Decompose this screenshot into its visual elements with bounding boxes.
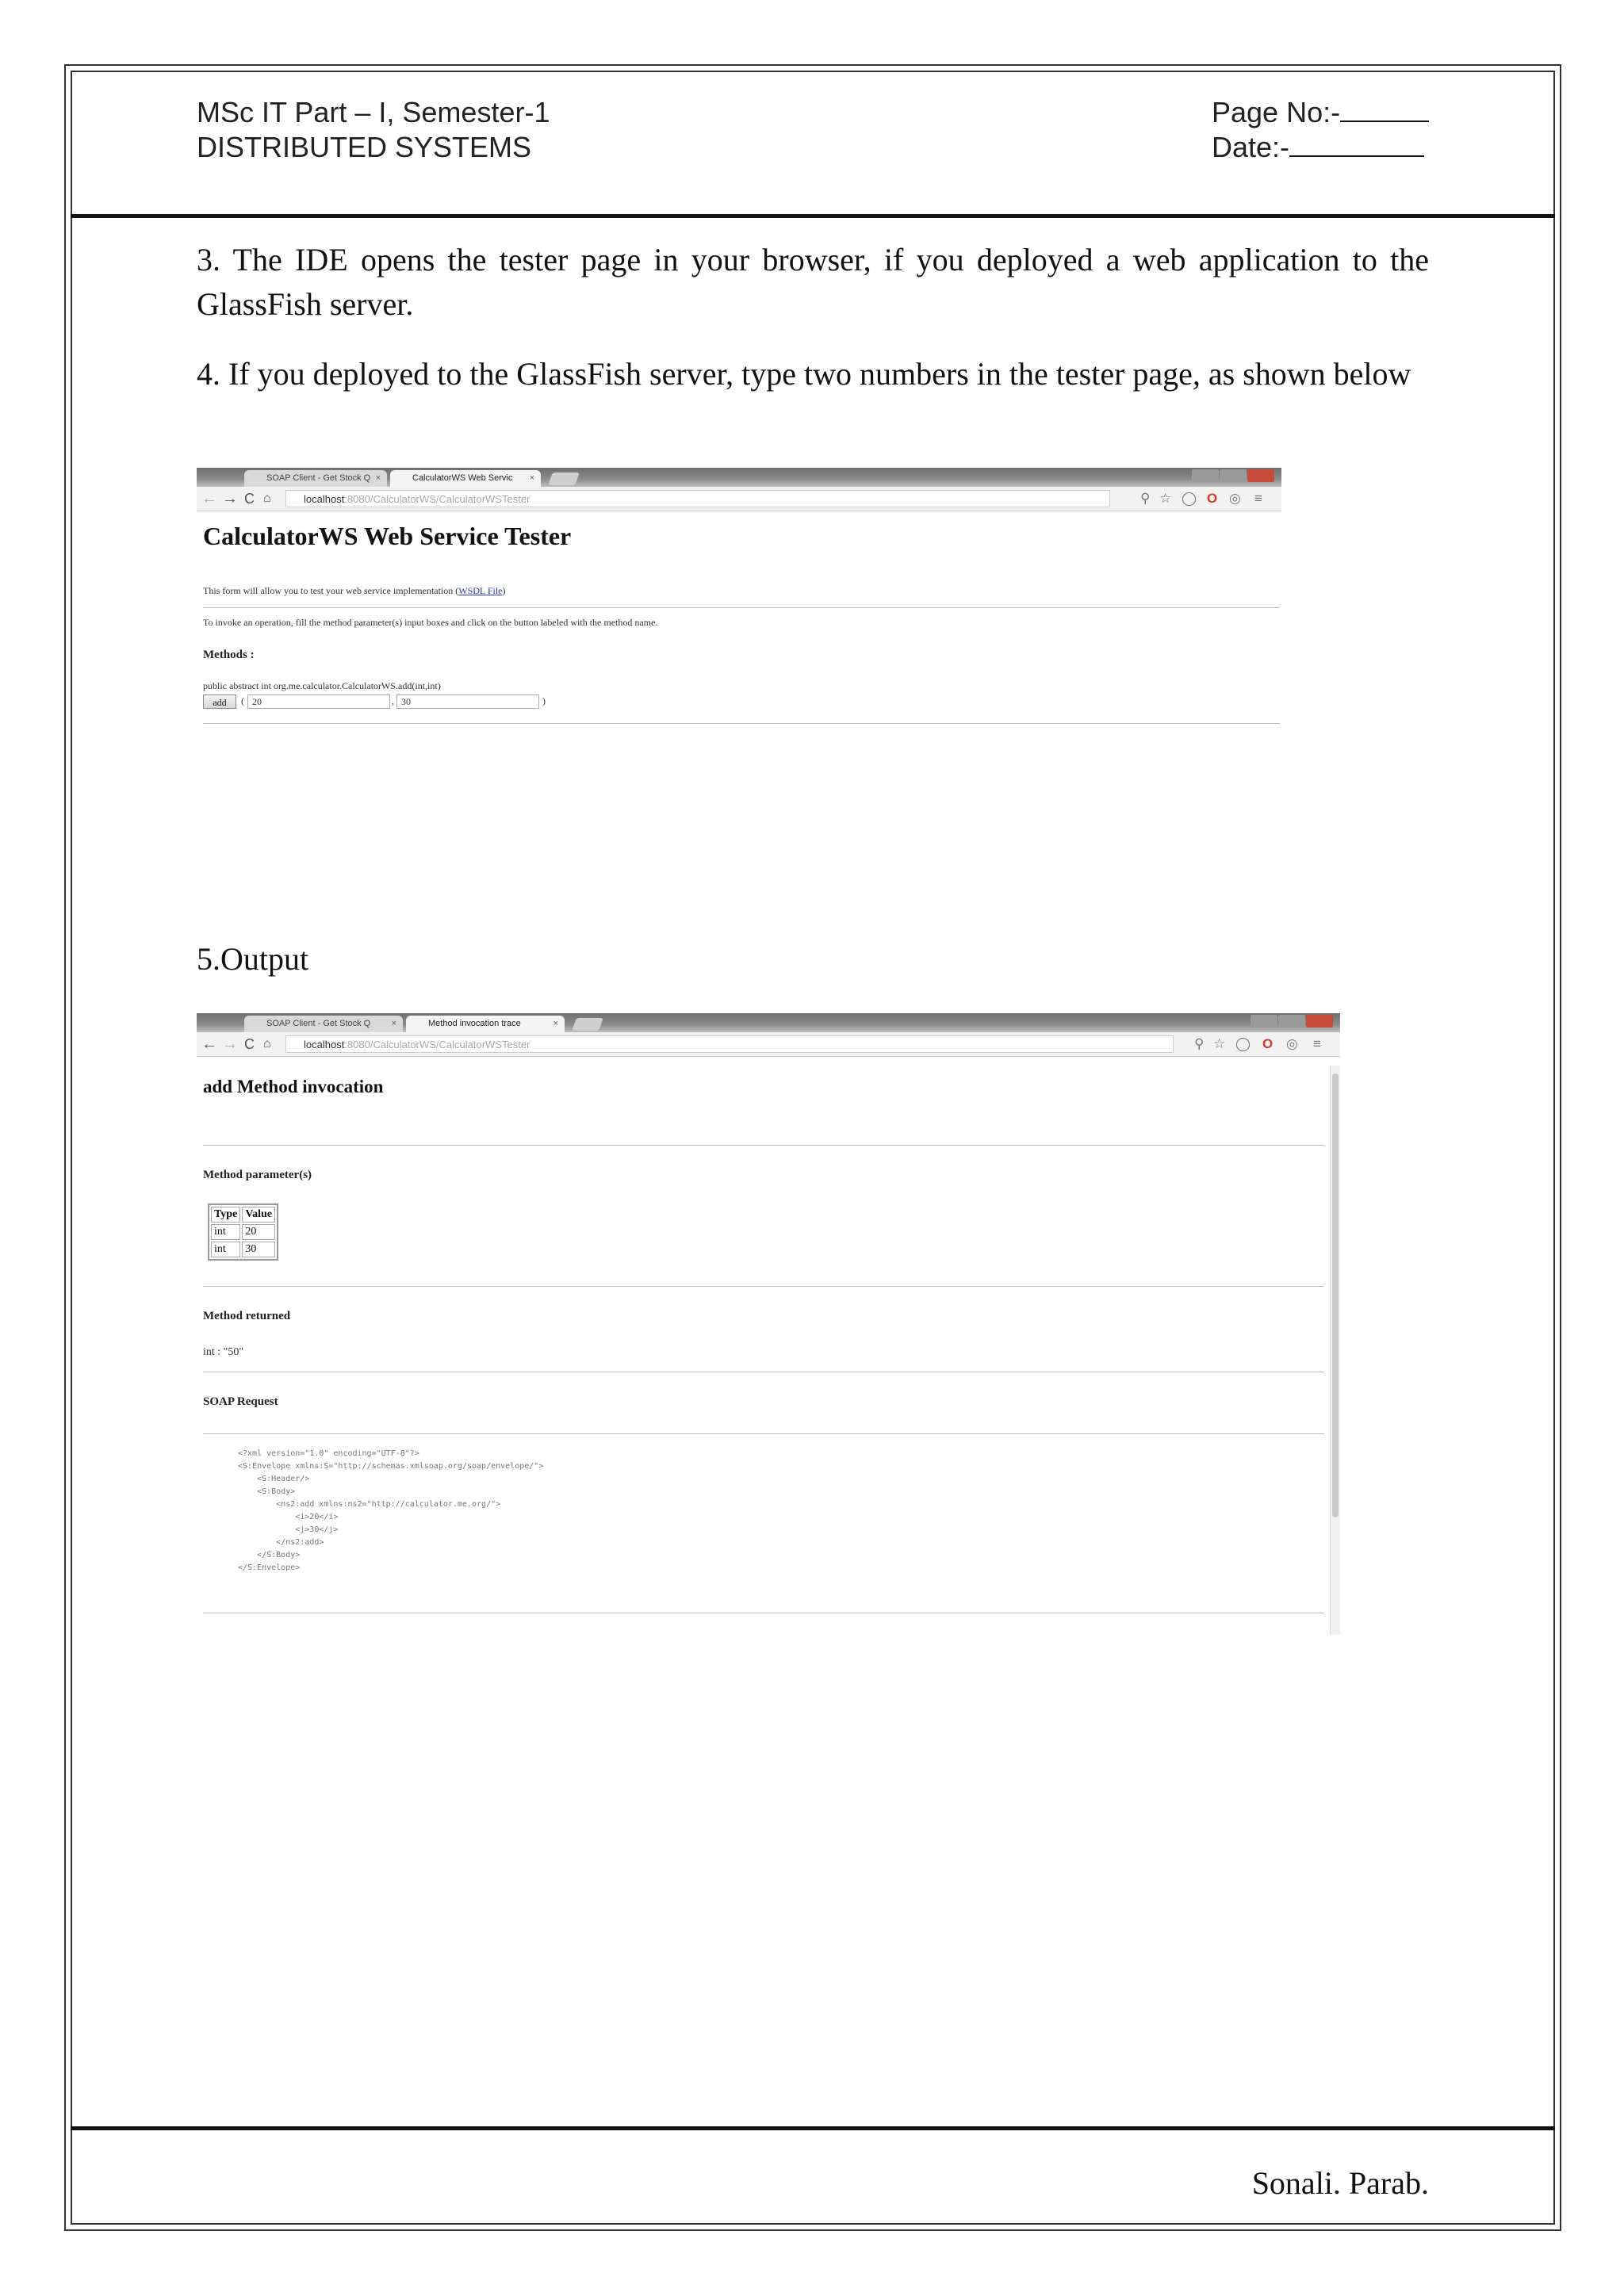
browser-tab-active[interactable]: Method invocation trace × — [406, 1016, 565, 1032]
zoom-icon[interactable]: ⚲ — [1194, 1036, 1205, 1051]
opera-icon[interactable]: O — [1207, 491, 1218, 506]
invocation-title: add Method invocation — [203, 1077, 384, 1096]
param1-input[interactable]: 20 — [247, 695, 390, 709]
date-blank — [1289, 132, 1424, 157]
reload-icon[interactable]: C — [244, 491, 255, 507]
step-5-text: 5.Output — [197, 941, 309, 977]
divider — [203, 1286, 1324, 1287]
close-paren: ) — [542, 695, 546, 706]
scrollbar[interactable] — [1330, 1066, 1340, 1635]
header-divider — [71, 214, 1555, 218]
divider — [203, 1433, 1324, 1434]
footer-divider — [71, 2126, 1555, 2130]
date-label: Date:- — [1212, 131, 1290, 163]
menu-icon[interactable]: ≡ — [1313, 1036, 1321, 1051]
url-input[interactable]: localhost:8080/CalculatorWS/CalculatorWSTester — [285, 1035, 1174, 1053]
scrollbar-thumb[interactable] — [1332, 1073, 1339, 1517]
comma: , — [392, 695, 394, 706]
tester-page-title: CalculatorWS Web Service Tester — [203, 522, 572, 550]
intro-text: This form will allow you to test your web service implementation (WSDL File) — [203, 585, 506, 596]
invocation-output-screenshot — [197, 1013, 1340, 1635]
new-tab-button[interactable] — [572, 1018, 603, 1031]
browser-tab-bar — [197, 468, 1281, 487]
table-cell: 20 — [242, 1224, 275, 1240]
star-icon[interactable]: ☆ — [1213, 1036, 1226, 1051]
extension-icon[interactable]: ◯ — [1182, 491, 1197, 506]
browser-tab[interactable]: SOAP Client - Get Stock Q × — [244, 1016, 403, 1032]
params-heading: Method parameter(s) — [203, 1169, 312, 1181]
table-row — [211, 1224, 275, 1240]
zoom-icon[interactable]: ⚲ — [1140, 491, 1151, 506]
course-label: MSc IT Part – I, Semester-1 — [197, 96, 550, 128]
page-no-blank — [1340, 97, 1429, 122]
forward-icon[interactable]: → — [222, 490, 238, 507]
params-table — [208, 1203, 278, 1261]
methods-heading: Methods : — [203, 649, 255, 661]
table-cell: 30 — [242, 1242, 275, 1257]
param2-input[interactable]: 30 — [396, 695, 539, 709]
browser-tab-bar — [197, 1013, 1340, 1032]
menu-icon[interactable]: ≡ — [1254, 491, 1262, 506]
shield-icon[interactable]: ◎ — [1229, 491, 1241, 506]
invoke-instructions: To invoke an operation, fill the method parameter(s) input boxes and click on the button labeled with the method name. — [203, 617, 658, 628]
table-row — [211, 1242, 275, 1257]
tester-page-screenshot — [197, 468, 1281, 729]
page-no-label: Page No:- — [1212, 96, 1341, 128]
shield-icon[interactable]: ◎ — [1286, 1036, 1298, 1051]
forward-icon[interactable]: → — [222, 1035, 238, 1053]
divider — [203, 1145, 1324, 1146]
wsdl-link[interactable]: WSDL File — [458, 585, 503, 596]
open-paren: ( — [241, 695, 244, 706]
author-name: Sonali. Parab. — [1251, 2165, 1429, 2201]
back-icon[interactable]: ← — [201, 490, 217, 507]
divider — [203, 723, 1280, 724]
back-icon[interactable]: ← — [201, 1035, 217, 1053]
new-tab-button[interactable] — [548, 473, 580, 485]
reload-icon[interactable]: C — [244, 1036, 255, 1052]
divider — [203, 607, 1280, 608]
method-signature: public abstract int org.me.calculator.CalculatorWS.add(int,int) — [203, 680, 441, 691]
browser-tab[interactable]: SOAP Client - Get Stock Q × — [244, 470, 387, 487]
returned-value: int : "50" — [203, 1346, 244, 1358]
opera-icon[interactable]: O — [1262, 1036, 1274, 1051]
table-header-row — [211, 1207, 275, 1223]
step-3-text: 3. The IDE opens the tester page in your browser, if you deployed a web application to the GlassFish server. — [197, 242, 1429, 322]
date-field — [1212, 130, 1424, 165]
table-cell: int — [211, 1242, 240, 1257]
page-no-field — [1212, 95, 1429, 130]
table-header: Type — [211, 1207, 240, 1223]
star-icon[interactable]: ☆ — [1159, 491, 1172, 506]
window-controls[interactable] — [1191, 469, 1278, 484]
home-icon[interactable]: ⌂ — [263, 492, 271, 505]
home-icon[interactable]: ⌂ — [263, 1037, 271, 1050]
add-button[interactable]: add — [203, 695, 236, 709]
returned-heading: Method returned — [203, 1310, 291, 1322]
table-header: Value — [242, 1207, 275, 1223]
extension-icon[interactable]: ◯ — [1235, 1036, 1251, 1051]
step-4-text: 4. If you deployed to the GlassFish server, type two numbers in the tester page, as shown below — [197, 356, 1411, 392]
soap-request-xml: <?xml version="1.0" encoding="UTF-8"?> <S:Envelope xmlns:S="http://schemas.xmlsoap.org/soap/envelope/"> <S:Header/> <S:Body> <ns2:add xmlns:ns2="http://calculator.me.org/"> <i>20</i> <j>30</j> </ns2:add> </S:Body> </S:Envelope> — [238, 1449, 544, 1572]
address-bar — [197, 1032, 1340, 1057]
subject-label: DISTRIBUTED SYSTEMS — [197, 131, 532, 163]
url-input[interactable]: localhost:8080/CalculatorWS/CalculatorWSTester — [285, 490, 1110, 507]
table-cell: int — [211, 1224, 240, 1240]
address-bar — [197, 487, 1281, 511]
window-controls[interactable] — [1250, 1015, 1337, 1029]
soap-heading: SOAP Request — [203, 1395, 278, 1408]
browser-tab-active[interactable]: CalculatorWS Web Servic × — [390, 470, 541, 487]
